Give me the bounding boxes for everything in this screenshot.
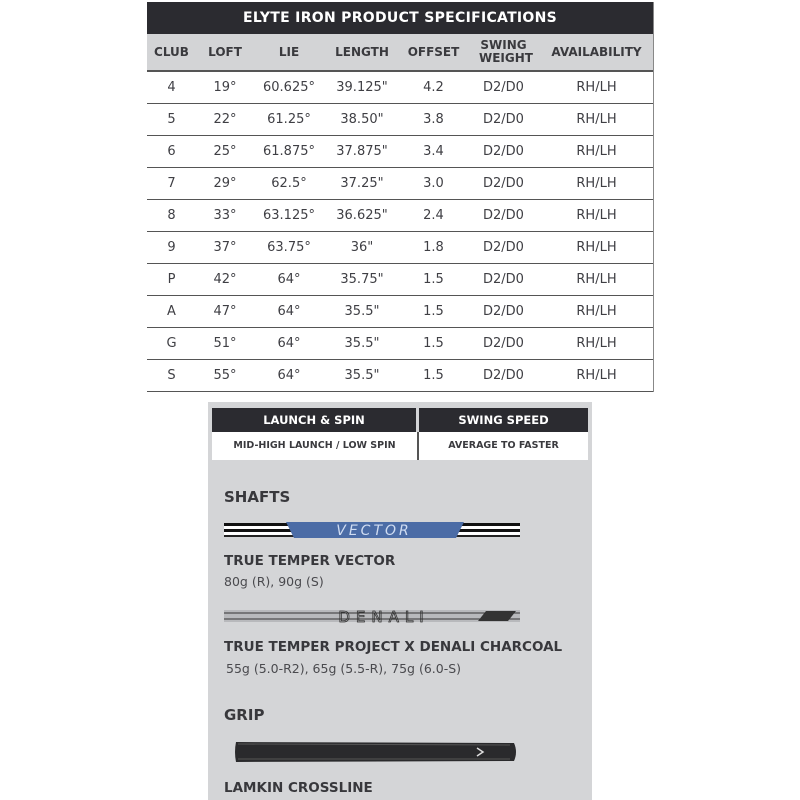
spec-table-title: ELYTE IRON PRODUCT SPECIFICATIONS bbox=[147, 2, 653, 34]
table-cell: 19° bbox=[196, 71, 254, 104]
table-cell: D2/D0 bbox=[467, 328, 540, 360]
table-cell: 62.5° bbox=[254, 168, 324, 200]
table-cell: 25° bbox=[196, 136, 254, 168]
table-cell: 51° bbox=[196, 328, 254, 360]
table-cell: G bbox=[147, 328, 196, 360]
table-row bbox=[147, 200, 653, 232]
table-cell: RH/LH bbox=[540, 200, 653, 232]
table-cell: RH/LH bbox=[540, 296, 653, 328]
table-cell: 2.4 bbox=[400, 200, 467, 232]
table-cell: 42° bbox=[196, 264, 254, 296]
table-cell: 1.5 bbox=[400, 360, 467, 392]
table-cell: 5 bbox=[147, 104, 196, 136]
table-cell: 33° bbox=[196, 200, 254, 232]
table-cell: 55° bbox=[196, 360, 254, 392]
table-cell: D2/D0 bbox=[467, 296, 540, 328]
table-cell: D2/D0 bbox=[467, 168, 540, 200]
table-cell: 37.875" bbox=[324, 136, 400, 168]
column-header: LENGTH bbox=[324, 34, 400, 71]
table-cell: D2/D0 bbox=[467, 232, 540, 264]
table-cell: 61.25° bbox=[254, 104, 324, 136]
table-cell: 64° bbox=[254, 360, 324, 392]
table-cell: 3.4 bbox=[400, 136, 467, 168]
launch-spin-value: MID-HIGH LAUNCH / LOW SPIN bbox=[212, 432, 419, 460]
table-cell: 63.125° bbox=[254, 200, 324, 232]
table-cell: RH/LH bbox=[540, 360, 653, 392]
shaft-1-weights: 80g (R), 90g (S) bbox=[224, 574, 324, 589]
table-cell: 1.5 bbox=[400, 264, 467, 296]
table-row bbox=[147, 168, 653, 200]
column-header: LIE bbox=[254, 34, 324, 71]
table-cell: 7 bbox=[147, 168, 196, 200]
column-header: AVAILABILITY bbox=[540, 34, 653, 71]
table-cell: D2/D0 bbox=[467, 200, 540, 232]
table-cell: 3.0 bbox=[400, 168, 467, 200]
column-header: CLUB bbox=[147, 34, 196, 71]
denali-shaft-image bbox=[224, 608, 520, 624]
table-cell: RH/LH bbox=[540, 104, 653, 136]
column-header: OFFSET bbox=[400, 34, 467, 71]
swing-speed-value: AVERAGE TO FASTER bbox=[448, 440, 559, 451]
table-cell: 47° bbox=[196, 296, 254, 328]
column-header: SWING WEIGHT bbox=[467, 34, 540, 71]
table-cell: 29° bbox=[196, 168, 254, 200]
table-row bbox=[147, 328, 653, 360]
svg-text:VECTOR: VECTOR bbox=[336, 523, 412, 539]
launch-speed-table bbox=[212, 408, 588, 460]
table-cell: 1.5 bbox=[400, 328, 467, 360]
shaft-2-name: TRUE TEMPER PROJECT X DENALI CHARCOAL bbox=[224, 639, 563, 655]
table-row bbox=[147, 264, 653, 296]
table-cell: 64° bbox=[254, 296, 324, 328]
table-row bbox=[147, 232, 653, 264]
table-cell: 36.625" bbox=[324, 200, 400, 232]
table-cell: 36" bbox=[324, 232, 400, 264]
table-cell: D2/D0 bbox=[467, 136, 540, 168]
table-cell: 35.75" bbox=[324, 264, 400, 296]
swing-speed-header: SWING SPEED bbox=[458, 413, 549, 427]
table-cell: 61.875° bbox=[254, 136, 324, 168]
details-panel bbox=[208, 402, 592, 800]
table-cell: 37° bbox=[196, 232, 254, 264]
table-cell: 63.75° bbox=[254, 232, 324, 264]
table-cell: 22° bbox=[196, 104, 254, 136]
table-cell: 39.125" bbox=[324, 71, 400, 104]
table-cell: 35.5" bbox=[324, 296, 400, 328]
table-cell: RH/LH bbox=[540, 264, 653, 296]
table-cell: 38.50" bbox=[324, 104, 400, 136]
shafts-heading: SHAFTS bbox=[224, 488, 291, 506]
table-cell: RH/LH bbox=[540, 328, 653, 360]
table-cell: 8 bbox=[147, 200, 196, 232]
table-cell: 4 bbox=[147, 71, 196, 104]
vector-shaft-image bbox=[224, 520, 520, 540]
shaft-2-weights: 55g (5.0-R2), 65g (5.5-R), 75g (6.0-S) bbox=[226, 661, 462, 676]
table-cell: 1.8 bbox=[400, 232, 467, 264]
table-cell: D2/D0 bbox=[467, 104, 540, 136]
shaft-1-name: TRUE TEMPER VECTOR bbox=[224, 553, 396, 569]
table-cell: RH/LH bbox=[540, 136, 653, 168]
table-cell: D2/D0 bbox=[467, 71, 540, 104]
table-cell: RH/LH bbox=[540, 71, 653, 104]
table-cell: 64° bbox=[254, 264, 324, 296]
table-cell: 37.25" bbox=[324, 168, 400, 200]
grip-name: LAMKIN CROSSLINE bbox=[224, 780, 373, 796]
table-cell: D2/D0 bbox=[467, 360, 540, 392]
table-cell: S bbox=[147, 360, 196, 392]
table-row bbox=[147, 136, 653, 168]
table-cell: RH/LH bbox=[540, 232, 653, 264]
spec-table bbox=[147, 2, 654, 392]
table-cell: RH/LH bbox=[540, 168, 653, 200]
table-row bbox=[147, 104, 653, 136]
header-row bbox=[147, 34, 653, 71]
grip-image bbox=[228, 739, 524, 765]
table-cell: 35.5" bbox=[324, 328, 400, 360]
table-cell: 3.8 bbox=[400, 104, 467, 136]
spec-grid bbox=[147, 34, 653, 392]
svg-text:DENALI: DENALI bbox=[338, 608, 430, 624]
grip-heading: GRIP bbox=[224, 706, 265, 724]
table-cell: 4.2 bbox=[400, 71, 467, 104]
table-cell: A bbox=[147, 296, 196, 328]
table-cell: 6 bbox=[147, 136, 196, 168]
table-row bbox=[147, 71, 653, 104]
table-cell: P bbox=[147, 264, 196, 296]
table-cell: 9 bbox=[147, 232, 196, 264]
table-cell: 1.5 bbox=[400, 296, 467, 328]
table-cell: 64° bbox=[254, 328, 324, 360]
launch-spin-header: LAUNCH & SPIN bbox=[212, 408, 419, 432]
table-cell: D2/D0 bbox=[467, 264, 540, 296]
column-header: LOFT bbox=[196, 34, 254, 71]
table-cell: 60.625° bbox=[254, 71, 324, 104]
table-row bbox=[147, 296, 653, 328]
table-row bbox=[147, 360, 653, 392]
table-cell: 35.5" bbox=[324, 360, 400, 392]
